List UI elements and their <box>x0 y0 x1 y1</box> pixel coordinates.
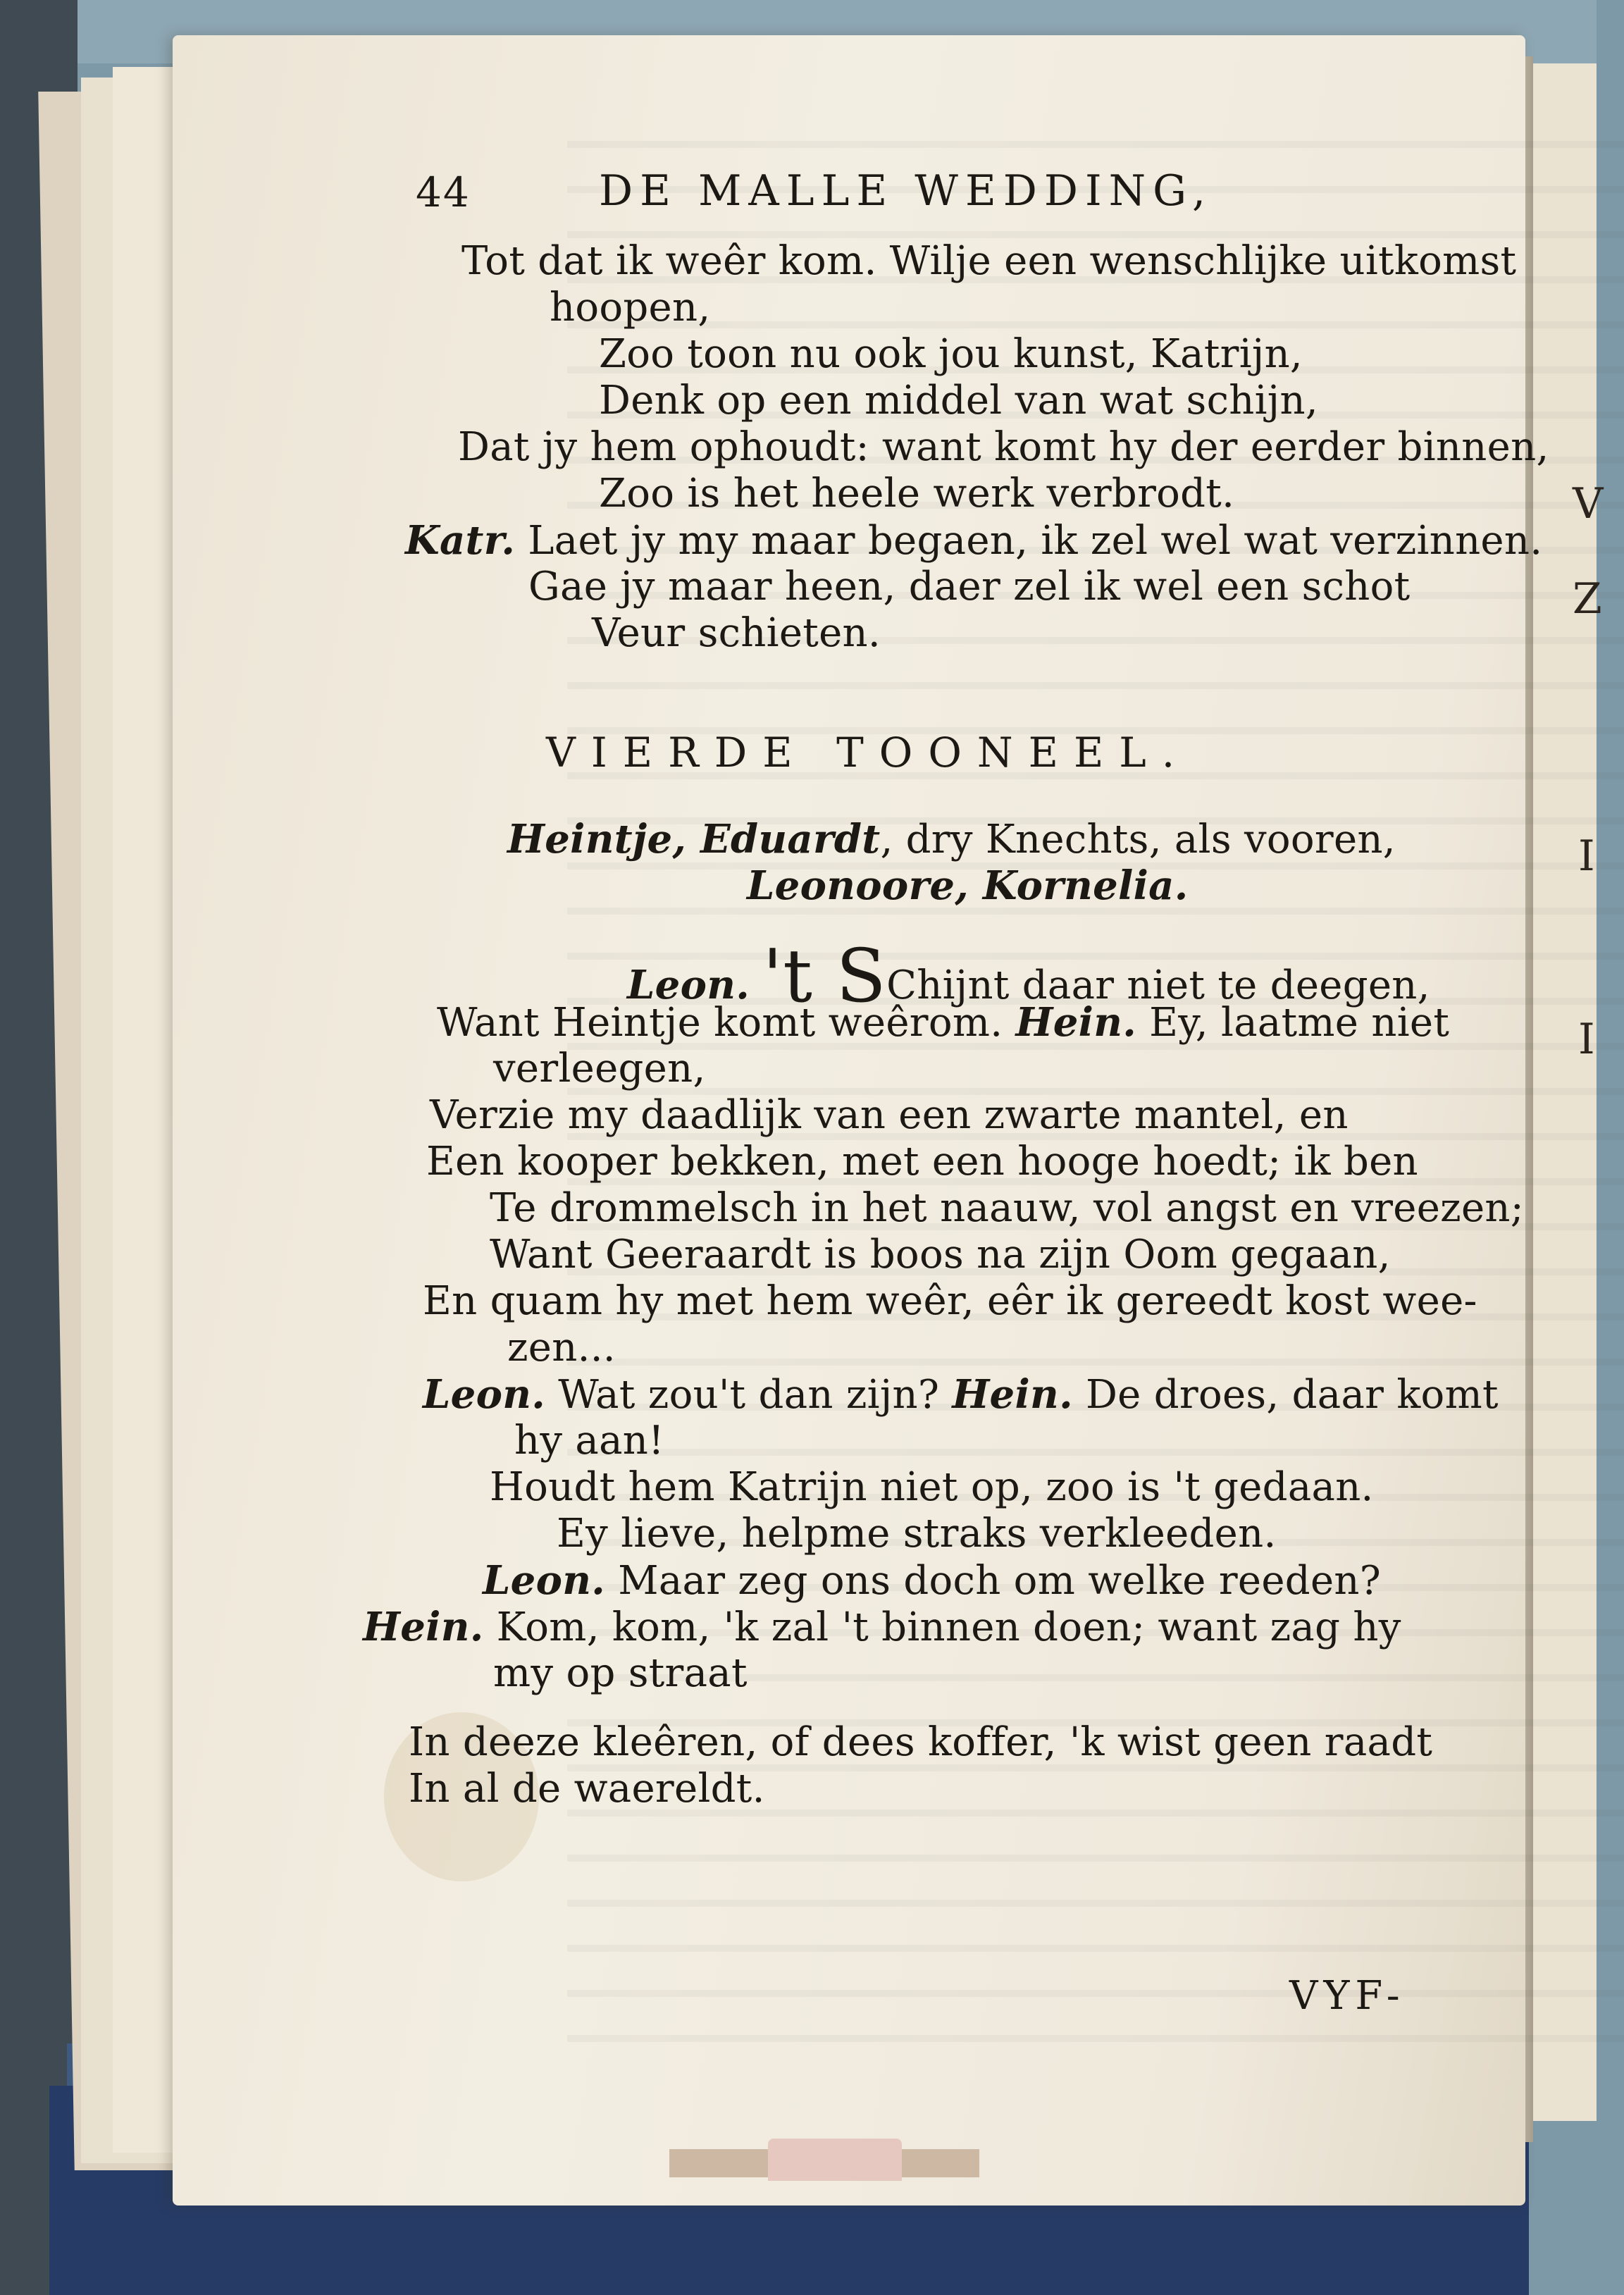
facing-page-letter: I <box>1578 831 1595 881</box>
verse-line <box>483 1557 1381 1604</box>
verse-line: Zoo toon nu ook jou kunst, Katrijn, <box>599 331 1303 377</box>
verse-line: Want Geeraardt is boos na zijn Oom gegaan, <box>490 1232 1391 1278</box>
speaker-label: Hein. <box>1015 999 1137 1046</box>
verse-line: Denk op een middel van wat schijn, <box>599 378 1318 423</box>
speaker-label: Leon. <box>423 1371 546 1418</box>
cast-rest: , dry Knechts, als vooren, <box>880 817 1396 862</box>
page-number: 44 <box>416 168 471 216</box>
verse-line: hy aan! <box>514 1418 664 1464</box>
verse-text: Laet jy my maar begaen, ik zel wel wat verzinnen. <box>528 518 1543 564</box>
verse-line: Tot dat ik weêr kom. Wilje een wenschlijke uitkomst <box>461 238 1517 284</box>
verse-line: In al de waereldt. <box>409 1766 765 1812</box>
verse-text: Wat zou't dan zijn? <box>558 1372 940 1418</box>
verse-line: Te drommelsch in het naauw, vol angst en vreezen; <box>490 1185 1524 1231</box>
verse-text: Ey, laatme niet <box>1149 1000 1450 1046</box>
drop-initial: 't S <box>762 933 887 1019</box>
verse-line: verleegen, <box>493 1046 706 1091</box>
cast-list: Leonoore, Kornelia. <box>747 862 1189 909</box>
verse-line <box>405 517 1542 564</box>
cast-names: Heintje, Eduardt <box>507 816 881 862</box>
verse-line <box>437 999 1449 1046</box>
verse-text: Chijnt daar niet te deegen, <box>886 963 1430 1008</box>
speaker-label: Hein. <box>363 1604 484 1650</box>
catchword: VYF- <box>1289 1973 1406 2019</box>
facing-page-letter: I <box>1578 1015 1595 1064</box>
speaker-label: Leon. <box>483 1557 606 1604</box>
bookmark-tab <box>768 2139 902 2181</box>
verse-text: Want Heintje komt weêrom. <box>437 1000 1003 1046</box>
scene-heading: VIERDE TOONEEL. <box>546 729 1191 777</box>
verse-line: hoopen, <box>550 285 711 330</box>
speaker-label: Hein. <box>952 1371 1073 1418</box>
verse-text: De droes, daar komt <box>1085 1372 1499 1418</box>
verse-line: Houdt hem Katrijn niet op, zoo is 't gedaan. <box>490 1464 1374 1510</box>
verse-line: Ey lieve, helpme straks verkleeden. <box>557 1511 1277 1557</box>
facing-page-letter: V <box>1573 479 1604 528</box>
cast-list <box>507 816 1396 863</box>
verse-text: Kom, kom, 'k zal 't binnen doen; want zag hy <box>496 1604 1401 1650</box>
verse-line: Een kooper bekken, met een hooge hoedt; ik ben <box>426 1139 1418 1184</box>
verse-line: En quam hy met hem weêr, eêr ik gereedt kost wee- <box>423 1278 1477 1324</box>
speaker-label: Leon. <box>627 962 750 1008</box>
speaker-label: Katr. <box>405 517 516 564</box>
verse-line: Dat jy hem ophoudt: want komt hy der eerder binnen, <box>458 424 1549 470</box>
facing-page-letter: Z <box>1573 574 1602 624</box>
verse-line: Gae jy maar heen, daer zel ik wel een schot <box>528 564 1411 610</box>
verse-line: my op straat <box>493 1650 748 1696</box>
verse-line: Veur schieten. <box>592 610 881 656</box>
verse-line: Verzie my daadlijk van een zwarte mantel, en <box>430 1092 1349 1138</box>
verse-line <box>363 1604 1401 1651</box>
verse-line: In deeze kleêren, of dees koffer, 'k wist geen raadt <box>409 1719 1433 1765</box>
running-title: DE MALLE WEDDING, <box>599 166 1213 216</box>
verse-line <box>423 1371 1499 1418</box>
verse-line: Zoo is het heele werk verbrodt. <box>599 471 1235 516</box>
verse-text: Maar zeg ons doch om welke reeden? <box>618 1558 1382 1604</box>
verse-line: zen... <box>507 1325 616 1371</box>
